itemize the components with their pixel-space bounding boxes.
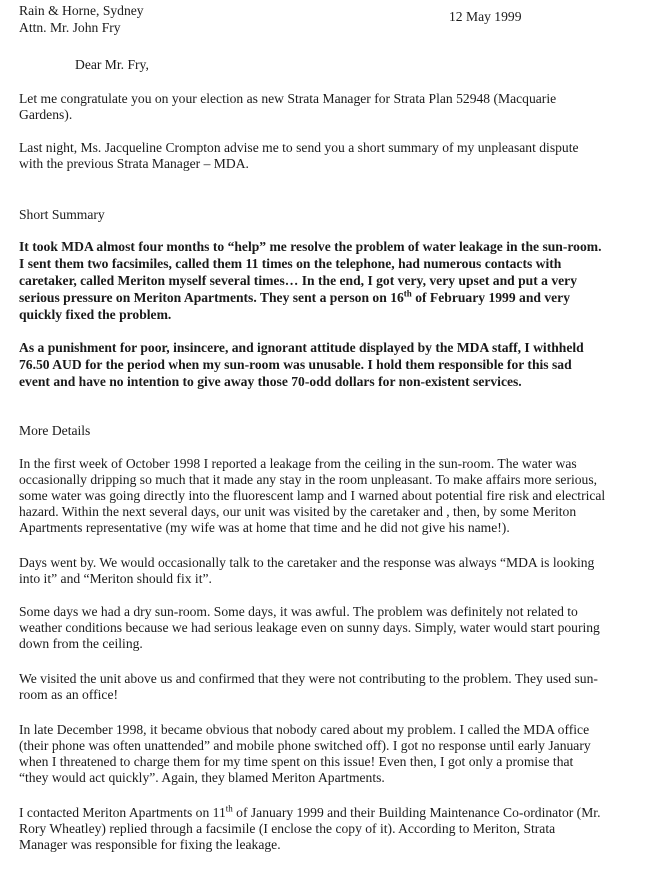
text-line: room as an office!: [19, 687, 119, 702]
text-line: It took MDA almost four months to “help” me resolve the problem of water leakage in the sun-room.: [19, 239, 602, 254]
text-line-with-superscript: [19, 289, 655, 306]
intro-paragraph-2: [19, 140, 655, 172]
text-line: Days went by. We would occasionally talk to the caretaker and the response was always “MDA is looking: [19, 555, 595, 570]
text-line: Gardens).: [19, 107, 73, 122]
text-line: occasionally dripping so much that it made any stay in the room unpleasant. To make affairs more serious,: [19, 472, 598, 487]
text-line: with the previous Strata Manager – MDA.: [19, 156, 249, 171]
details-paragraph-1: [19, 456, 655, 536]
details-paragraph-3: [19, 604, 655, 652]
text-line: when I threatened to charge them for my time spent on this issue! Even then, I got only a promise that: [19, 754, 574, 769]
text-line: In the first week of October 1998 I reported a leakage from the ceiling in the sun-room. The water was: [19, 456, 577, 471]
text-line: “they would act quickly”. Again, they blamed Meriton Apartments.: [19, 770, 385, 785]
text-line: I sent them two facsimiles, called them 11 times on the telephone, had numerous contacts with: [19, 256, 562, 271]
text-line: 76.50 AUD for the period when my sun-room was unusable. I hold them responsible for this sad: [19, 357, 572, 372]
text-segment: of February 1999 and very: [411, 290, 571, 305]
details-paragraph-4: [19, 671, 655, 703]
text-segment: serious pressure on Meriton Apartments. They sent a person on 16: [19, 290, 404, 305]
text-segment: of January 1999 and their Building Maintenance Co-ordinator (Mr.: [232, 805, 601, 820]
text-line: In late December 1998, it became obvious that nobody cared about my problem. I called the MDA office: [19, 722, 590, 737]
details-paragraph-5: [19, 722, 655, 786]
text-line: weather conditions because we had serious leakage even on sunny days. Simply, water would start pouring: [19, 620, 600, 635]
text-line: into it” and “Meriton should fix it”.: [19, 571, 212, 586]
salutation: Dear Mr. Fry,: [75, 57, 149, 72]
ordinal-suffix: th: [403, 288, 412, 299]
text-line: (their phone was often unattended” and mobile phone switched off). I got no response until early January: [19, 738, 591, 753]
summary-paragraph-2: [19, 339, 655, 390]
text-line: quickly fixed the problem.: [19, 307, 172, 322]
letter-date: 12 May 1999: [449, 9, 522, 24]
text-line: down from the ceiling.: [19, 636, 143, 651]
text-line: We visited the unit above us and confirmed that they were not contributing to the problem. They used sun-: [19, 671, 598, 686]
text-line: Some days we had a dry sun-room. Some days, it was awful. The problem was definitely not related to: [19, 604, 578, 619]
text-line: As a punishment for poor, insincere, and ignorant attitude displayed by the MDA staff, I withheld: [19, 340, 584, 355]
text-line: some water was going directly into the fluorescent lamp and I warned about potential fire risk and electrical: [19, 488, 606, 503]
intro-paragraph-1: [19, 91, 655, 123]
text-line: caretaker, called Meriton myself several times… In the end, I got very, very upset and put a very: [19, 273, 578, 288]
recipient-company: Rain & Horne, Sydney: [19, 3, 144, 18]
details-paragraph-6: [19, 805, 655, 853]
text-line: hazard. Within the next several days, our unit was visited by the caretaker and , then, by some Meriton: [19, 504, 577, 519]
text-line: Rory Wheatley) replied through a facsimile (I enclose the copy of it). According to Meriton, Strata: [19, 821, 556, 836]
recipient-attention: Attn. Mr. John Fry: [19, 20, 121, 35]
text-line: Last night, Ms. Jacqueline Crompton advise me to send you a short summary of my unpleasant dispute: [19, 140, 579, 155]
text-segment: I contacted Meriton Apartments on 11: [19, 805, 226, 820]
more-details-heading: More Details: [19, 423, 91, 438]
text-line: Manager was responsible for fixing the leakage.: [19, 837, 281, 852]
ordinal-suffix: th: [225, 803, 233, 814]
summary-paragraph-1: [19, 238, 655, 323]
short-summary-heading: Short Summary: [19, 207, 105, 222]
text-line-with-superscript: [19, 805, 655, 821]
details-paragraph-2: [19, 555, 655, 587]
text-line: Let me congratulate you on your election as new Strata Manager for Strata Plan 52948 (Macquarie: [19, 91, 557, 106]
text-line: event and have no intention to give away those 70-odd dollars for non-existent services.: [19, 374, 522, 389]
text-line: Apartments representative (my wife was at home that time and he did not give his name!).: [19, 520, 510, 535]
